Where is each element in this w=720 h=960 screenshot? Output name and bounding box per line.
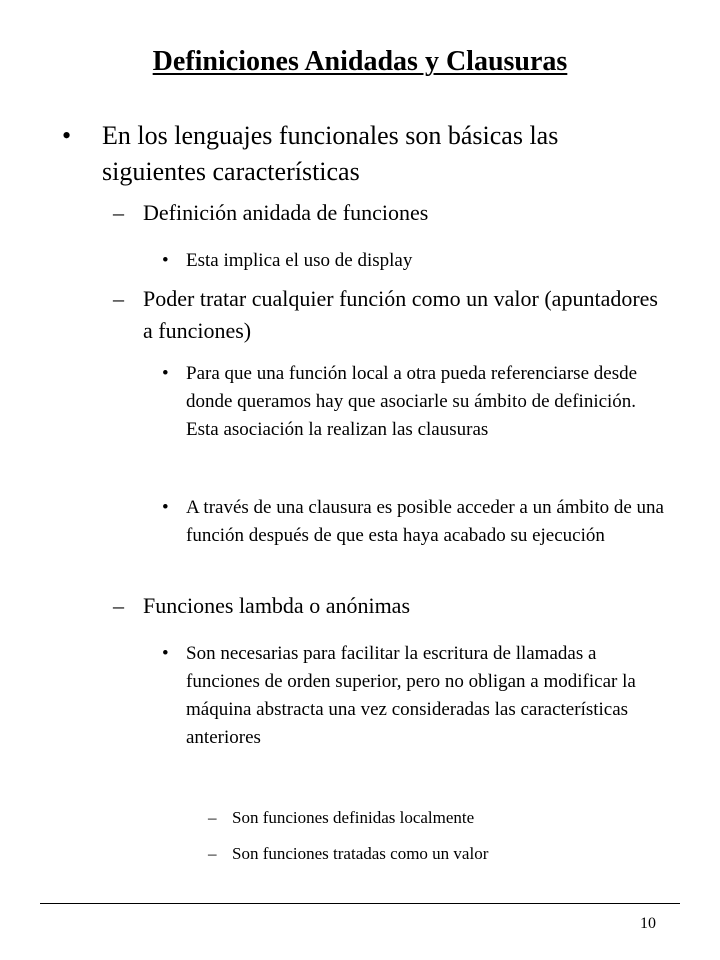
dash-local-functions	[208, 806, 662, 830]
dash-text: Son funciones tratadas como un valor	[232, 844, 489, 863]
bullet-text: A través de una clausura es posible acceder a un ámbito de una función después de que esta haya acabado su ejecución	[186, 497, 664, 546]
bullet-text: Para que una función local a otra pueda referenciarse desde donde queramos hay que asociarle su ámbito de definición. Esta asociación la realizan las clausuras	[186, 363, 638, 440]
bullet-display	[162, 247, 666, 275]
subitem-text: Funciones lambda o anónimas	[143, 593, 411, 618]
subitem-lambda	[113, 590, 663, 622]
bullet-marker: •	[62, 121, 72, 150]
main-bullet-text: En los lenguajes funcionales son básicas las siguientes características	[102, 121, 559, 186]
dash-marker: –	[208, 808, 217, 827]
dash-value-functions	[208, 842, 662, 866]
subitem-text: Poder tratar cualquier función como un valor (apuntadores a funciones)	[143, 286, 658, 343]
bullet-marker: •	[162, 250, 169, 271]
dash-text: Son funciones definidas localmente	[232, 808, 475, 827]
slide-title: Definiciones Anidadas y Clausuras	[152, 46, 568, 77]
bullet-marker: •	[162, 643, 169, 664]
page-number: 10	[640, 915, 656, 932]
dash-marker: –	[113, 200, 124, 225]
bullet-text: Son necesarias para facilitar la escritura de llamadas a funciones de orden superior, pero no obligan a modificar la máquina abstracta una vez consideradas las características anteriores	[186, 643, 636, 748]
bullet-text: Esta implica el uso de display	[186, 250, 413, 271]
dash-marker: –	[208, 844, 217, 863]
bullet-lambda-purpose	[162, 640, 666, 752]
main-bullet	[62, 118, 662, 190]
footer-divider	[40, 903, 680, 904]
subitem-nested-definition	[113, 197, 663, 229]
bullet-clausuras-definition	[162, 360, 666, 444]
dash-marker: –	[113, 286, 124, 311]
subitem-text: Definición anidada de funciones	[143, 200, 429, 225]
dash-marker: –	[113, 593, 124, 618]
bullet-marker: •	[162, 497, 169, 518]
subitem-function-as-value	[113, 283, 663, 347]
bullet-clausuras-access	[162, 494, 666, 550]
bullet-marker: •	[162, 363, 169, 384]
